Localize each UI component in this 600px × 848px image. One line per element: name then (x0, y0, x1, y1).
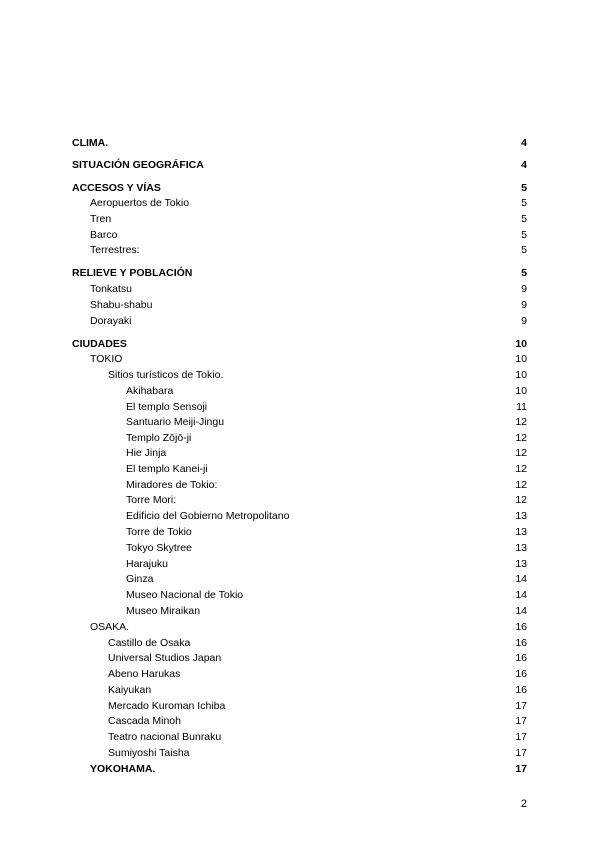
toc-entry-title: Teatro nacional Bunraku (108, 731, 222, 743)
toc-entry-title: Harajuku (126, 558, 169, 570)
toc-entry[interactable] (0, 604, 527, 618)
toc-entry-page: 12 (515, 463, 527, 475)
toc-entry-page: 5 (521, 267, 527, 279)
toc-entry-title: SITUACIÓN GEOGRÁFICA (72, 159, 204, 171)
page-number: 2 (520, 798, 527, 810)
toc-entry[interactable] (0, 282, 527, 296)
toc-entry-page: 13 (515, 542, 527, 554)
toc-entry-page: 13 (515, 510, 527, 522)
toc-entry[interactable] (0, 730, 527, 744)
toc-entry[interactable] (0, 588, 527, 602)
toc-entry-title: Museo Miraikan (126, 605, 201, 617)
toc-entry-title: Tren (90, 213, 112, 225)
toc-entry[interactable] (0, 212, 527, 226)
toc-entry-title: Tokyo Skytree (126, 542, 192, 554)
toc-entry[interactable] (0, 478, 527, 492)
toc-entry-page: 16 (515, 684, 527, 696)
toc-entry-page: 16 (515, 637, 527, 649)
toc-entry[interactable] (0, 509, 527, 523)
toc-entry[interactable] (0, 525, 527, 539)
toc-entry-page: 4 (521, 137, 527, 149)
toc-entry[interactable] (0, 337, 527, 351)
toc-entry-title: ACCESOS Y VÍAS (72, 182, 161, 194)
toc-entry-title: Abeno Harukas (108, 668, 181, 680)
toc-entry-title: CIUDADES (72, 338, 127, 350)
toc-entry[interactable] (0, 352, 527, 366)
toc-entry[interactable] (0, 683, 527, 697)
toc-entry[interactable] (0, 415, 527, 429)
toc-entry-page: 17 (515, 700, 527, 712)
toc-entry-page: 11 (516, 401, 527, 413)
toc-entry-title: Universal Studios Japan (108, 652, 222, 664)
toc-entry-page: 4 (521, 159, 527, 171)
toc-entry[interactable] (0, 714, 527, 728)
toc-entry-title: Castillo de Osaka (108, 637, 191, 649)
toc-entry-title: Terrestres: (90, 244, 140, 256)
toc-entry-page: 5 (521, 213, 527, 225)
toc-entry[interactable] (0, 243, 527, 257)
toc-entry-title: Edificio del Gobierno Metropolitano (126, 510, 290, 522)
toc-entry-title: Sitios turísticos de Tokio. (108, 369, 224, 381)
toc-entry[interactable] (0, 636, 527, 650)
toc-entry-title: Mercado Kuroman Ichiba (108, 700, 226, 712)
toc-entry[interactable] (0, 314, 527, 328)
toc-entry-title: Sumiyoshi Taisha (108, 747, 190, 759)
toc-entry-title: Hie Jinja (126, 447, 167, 459)
toc-entry-page: 5 (521, 244, 527, 256)
toc-entry-title: Ginza (126, 573, 154, 585)
toc-entry[interactable] (0, 196, 527, 210)
toc-entry-page: 12 (515, 416, 527, 428)
toc-entry-title: RELIEVE Y POBLACIÓN (72, 267, 193, 279)
toc-entry-page: 5 (521, 197, 527, 209)
toc-entry[interactable] (0, 446, 527, 460)
toc-entry-page: 16 (515, 668, 527, 680)
toc-entry-page: 9 (521, 299, 527, 311)
toc-entry-page: 9 (521, 315, 527, 327)
toc-entry[interactable] (0, 572, 527, 586)
toc-entry-title: Shabu-shabu (90, 299, 153, 311)
toc-entry-title: El templo Sensoji (126, 401, 208, 413)
toc-entry-page: 14 (515, 605, 527, 617)
toc-entry-title: Kaiyukan (108, 684, 152, 696)
toc-entry-title: OSAKA. (90, 621, 130, 633)
toc-entry[interactable] (0, 541, 527, 555)
toc-entry[interactable] (0, 431, 527, 445)
toc-entry[interactable] (0, 384, 527, 398)
toc-entry[interactable] (0, 266, 527, 280)
toc-entry-page: 16 (515, 652, 527, 664)
toc-entry-page: 17 (515, 731, 527, 743)
toc-entry-page: 10 (515, 338, 527, 350)
toc-entry-title: CLIMA. (72, 137, 109, 149)
toc-entry[interactable] (0, 298, 527, 312)
toc-entry-title: Barco (90, 229, 118, 241)
toc-entry-title: Akihabara (126, 385, 174, 397)
toc-entry-page: 14 (515, 573, 527, 585)
toc-entry-page: 10 (515, 353, 527, 365)
toc-entry-page: 17 (515, 763, 527, 775)
toc-entry[interactable] (0, 651, 527, 665)
toc-entry[interactable] (0, 158, 527, 172)
toc-entry[interactable] (0, 746, 527, 760)
toc-entry-page: 12 (515, 432, 527, 444)
toc-entry-title: Dorayaki (90, 315, 132, 327)
toc-entry-page: 5 (521, 182, 527, 194)
toc-entry-title: Templo Zōjō-ji (126, 432, 192, 444)
toc-entry[interactable] (0, 400, 527, 414)
toc-entry-page: 12 (515, 447, 527, 459)
toc-entry[interactable] (0, 181, 527, 195)
toc-entry[interactable] (0, 699, 527, 713)
toc-entry[interactable] (0, 228, 527, 242)
toc-entry-title: El templo Kanei-ji (126, 463, 208, 475)
toc-entry-page: 13 (515, 558, 527, 570)
toc-entry-page: 16 (515, 621, 527, 633)
toc-entry-title: Santuario Meiji-Jingu (126, 416, 225, 428)
toc-entry-page: 17 (515, 747, 527, 759)
toc-entry-page: 5 (521, 229, 527, 241)
toc-entry[interactable] (0, 493, 527, 507)
toc-entry-title: Museo Nacional de Tokio (126, 589, 244, 601)
toc-entry-title: YOKOHAMA. (90, 763, 156, 775)
toc-entry-page: 10 (515, 369, 527, 381)
toc-entry[interactable] (0, 557, 527, 571)
toc-entry-title: TOKIO (90, 353, 123, 365)
toc-entry-page: 10 (515, 385, 527, 397)
toc-entry[interactable] (0, 667, 527, 681)
toc-entry-title: Cascada Minoh (108, 715, 181, 727)
toc-entry[interactable] (0, 136, 527, 150)
toc-entry-title: Aeropuertos de Tokio (90, 197, 190, 209)
toc-entry-page: 14 (515, 589, 527, 601)
toc-entry-page: 12 (515, 479, 527, 491)
toc-entry-page: 17 (515, 715, 527, 727)
toc-entry-title: Tonkatsu (90, 283, 133, 295)
toc-entry[interactable] (0, 762, 527, 776)
toc-entry-page: 13 (515, 526, 527, 538)
toc-entry-page: 9 (521, 283, 527, 295)
toc-entry-title: Torre Mori: (126, 494, 177, 506)
toc-entry-page: 12 (515, 494, 527, 506)
toc-entry[interactable] (0, 620, 527, 634)
toc-entry[interactable] (0, 368, 527, 382)
toc-entry[interactable] (0, 462, 527, 476)
toc-entry-title: Miradores de Tokio: (126, 479, 218, 491)
toc-entry-title: Torre de Tokio (126, 526, 192, 538)
